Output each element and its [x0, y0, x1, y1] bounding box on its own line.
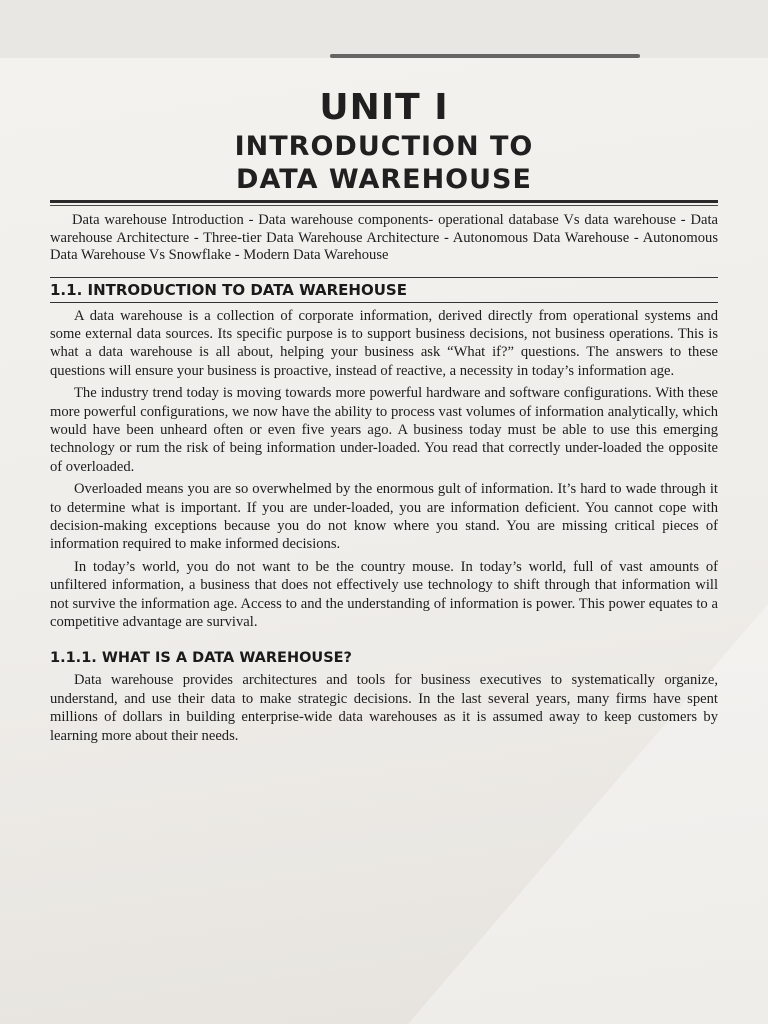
- chapter-title-line-1: INTRODUCTION TO: [234, 131, 534, 162]
- page-content: [50, 86, 718, 745]
- section-paragraph-3: Overloaded means you are so overwhelmed by the enormous gult of information. It’s hard to wade through it to determine what is important. If you are under-loaded, you are information deficient. You cannot cope with decision-making exceptions because you do not know where you stand. You are missing critical pieces of information required to make informed decisions.: [50, 481, 718, 553]
- section-rule-bottom: [50, 302, 718, 303]
- section-paragraph-2: The industry trend today is moving towards more powerful hardware and software configurations. With these more powerful configurations, we now have the ability to process vast volumes of information analytically, which would have been unheard often or even five years ago. A business today must be able to use this emerging technology or rum the risk of being information under-loaded. You read that correctly under-loaded the opposite of overloaded.: [50, 385, 718, 475]
- subsection-heading: 1.1.1. WHAT IS A DATA WAREHOUSE?: [50, 650, 352, 667]
- unit-heading: UNIT I: [319, 87, 449, 128]
- section-paragraph-4: In today’s world, you do not want to be the country mouse. In today’s world, full of vast amounts of unfiltered information, a business that does not effectively use technology to shift through that information will not survive the information age. Access to and the understanding of information is power. This power equates to a competitive advantage are survival.: [50, 558, 718, 630]
- section-rule-top: [50, 277, 718, 278]
- section-paragraph-1: A data warehouse is a collection of corporate information, derived directly from operational systems and some external data sources. Its specific purpose is to support business decisions, not business operations. This is what a data warehouse is all about, helping your business ask “What if?” questions. The answers to these questions will ensure your business is proactive, instead of reactive, a necessity in today’s information age.: [50, 307, 718, 379]
- subsection-paragraph-1: Data warehouse provides architectures and tools for business executives to systematically organize, understand, and use their data to make strategic decisions. In the last several years, many firms have spent millions of dollars in building enterprise-wide data warehouses as it is assumed away to keep customers by learning more about their needs.: [50, 672, 718, 744]
- chapter-topics: Data warehouse Introduction - Data warehouse components- operational database Vs data warehouse - Data warehouse Architecture - Three-tier Data Warehouse Architecture - Autonomous Data Warehouse - Autonomous Data Warehouse Vs Snowflake - Modern Data Warehouse: [50, 212, 718, 263]
- title-rule-thin: [50, 205, 718, 206]
- title-rule-thick: [50, 200, 718, 203]
- section-heading: 1.1. INTRODUCTION TO DATA WAREHOUSE: [50, 280, 407, 299]
- chapter-title-line-2: DATA WAREHOUSE: [236, 164, 532, 195]
